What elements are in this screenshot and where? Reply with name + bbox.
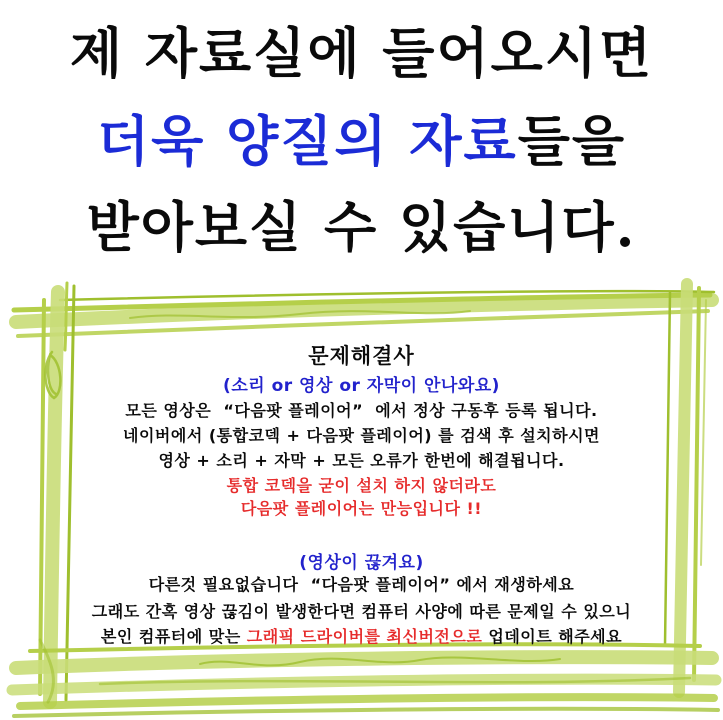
header-line-2 bbox=[0, 109, 723, 173]
section2-heading: (영상이 끊겨요) bbox=[299, 553, 424, 573]
section2-line-3-suffix: 업데이트 해주세요 bbox=[482, 627, 623, 646]
header-line-2-black-text: 들을 bbox=[517, 109, 627, 173]
section2-line-1: 다른것 필요없습니다 “다음팟 플레이어” 에서 재생하세요 bbox=[148, 575, 575, 594]
section1-red-line-1: 통합 코덱을 굳이 설치 하지 않더라도 bbox=[226, 476, 497, 495]
section1-heading: (소리 or 영상 or 자막이 안나와요) bbox=[223, 376, 500, 396]
header-line-3: 받아보실 수 있습니다. bbox=[86, 195, 637, 259]
section2-line-3 bbox=[0, 624, 723, 647]
section1-line-1: 모든 영상은 “다음팟 플레이어” 에서 정상 구동후 등록 됩니다. bbox=[125, 401, 598, 420]
section1-line-2: 네이버에서 (통합코덱 + 다음팟 플레이어) 를 검색 후 설치하시면 bbox=[123, 426, 600, 445]
section2-line-2: 그래도 간혹 영상 끊김이 발생한다면 컴퓨터 사양에 따른 문제일 수 있으니 bbox=[91, 602, 632, 621]
section2-line-3-red-text: 그래픽 드라이버를 최신버전으로 bbox=[246, 627, 483, 646]
notice-title: 문제해결사 bbox=[308, 344, 415, 368]
header-line-2-blue-text: 더욱 양질의 자료 bbox=[96, 109, 518, 173]
section1-line-3: 영상 + 소리 + 자막 + 모든 오류가 한번에 해결됩니다. bbox=[158, 451, 565, 470]
header-line-1: 제 자료실에 들어오시면 bbox=[69, 21, 654, 85]
section2-line-3-prefix: 본인 컴퓨터에 맞는 bbox=[100, 627, 247, 646]
section1-red-line-2: 다음팟 플레이어는 만능입니다 !! bbox=[240, 499, 483, 518]
